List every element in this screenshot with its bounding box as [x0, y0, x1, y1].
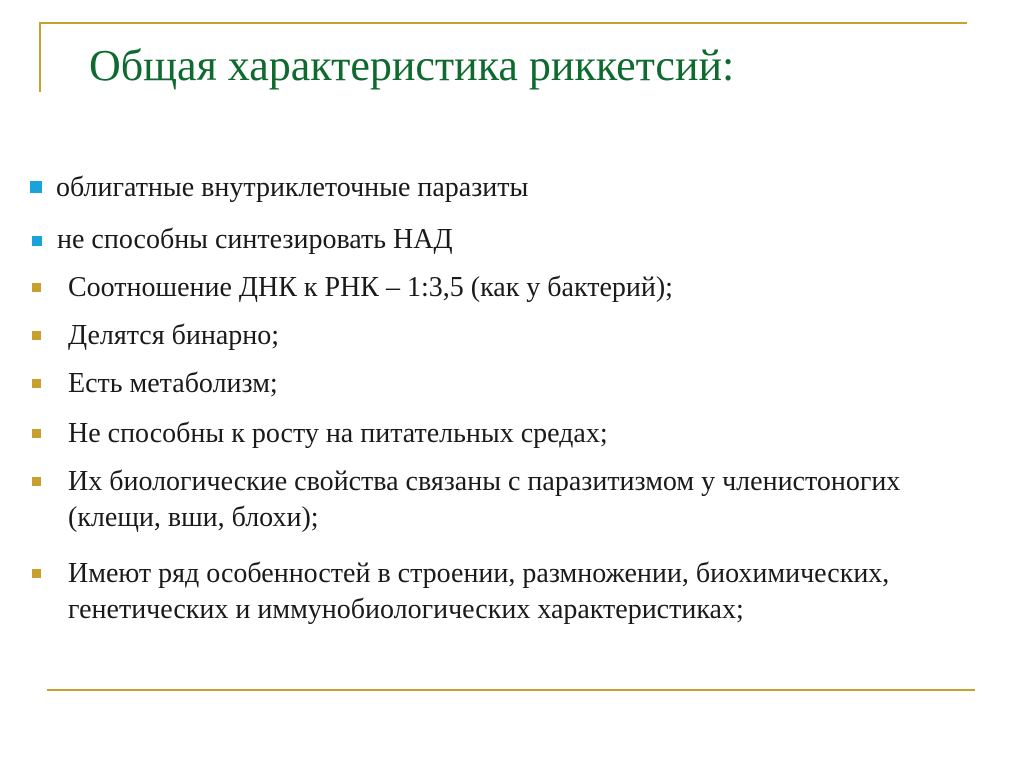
- list-item-text: облигатные внутриклеточные паразиты: [56, 172, 529, 203]
- list-item-text: не способны синтезировать НАД: [57, 224, 453, 255]
- list-item-text: Не способны к росту на питательных средах;: [68, 418, 608, 449]
- list-item: [30, 222, 453, 258]
- left-divider-line: [39, 22, 41, 92]
- list-item-text: Их биологические свойства связаны с паразитизмом у членистоногих (клещи, вши, блохи);: [68, 466, 901, 533]
- list-item: [30, 366, 278, 402]
- bottom-divider-line: [47, 689, 975, 691]
- square-bullet-icon: [32, 477, 41, 486]
- slide-title: Общая характеристика риккетсий:: [89, 41, 735, 90]
- list-item: [30, 270, 673, 306]
- list-item: [30, 170, 528, 206]
- list-item: [30, 416, 608, 452]
- list-item: [30, 556, 928, 628]
- square-bullet-icon: [32, 429, 41, 438]
- list-item-text: Есть метаболизм;: [68, 368, 278, 399]
- list-item: [30, 318, 279, 354]
- list-item-text: Имеют ряд особенностей в строении, размножении, биохимических, генетических и иммунобиологических характеристиках;: [68, 558, 890, 625]
- square-bullet-icon: [32, 379, 41, 388]
- square-bullet-icon: [32, 236, 42, 246]
- list-item-text: Делятся бинарно;: [68, 320, 280, 351]
- square-bullet-icon: [32, 283, 41, 292]
- square-bullet-icon: [32, 331, 41, 340]
- list-item: [30, 464, 928, 536]
- square-bullet-icon: [30, 181, 42, 193]
- square-bullet-icon: [32, 569, 41, 578]
- top-divider-line: [39, 22, 967, 24]
- list-item-text: Соотношение ДНК к РНК – 1:3,5 (как у бактерий);: [68, 272, 673, 303]
